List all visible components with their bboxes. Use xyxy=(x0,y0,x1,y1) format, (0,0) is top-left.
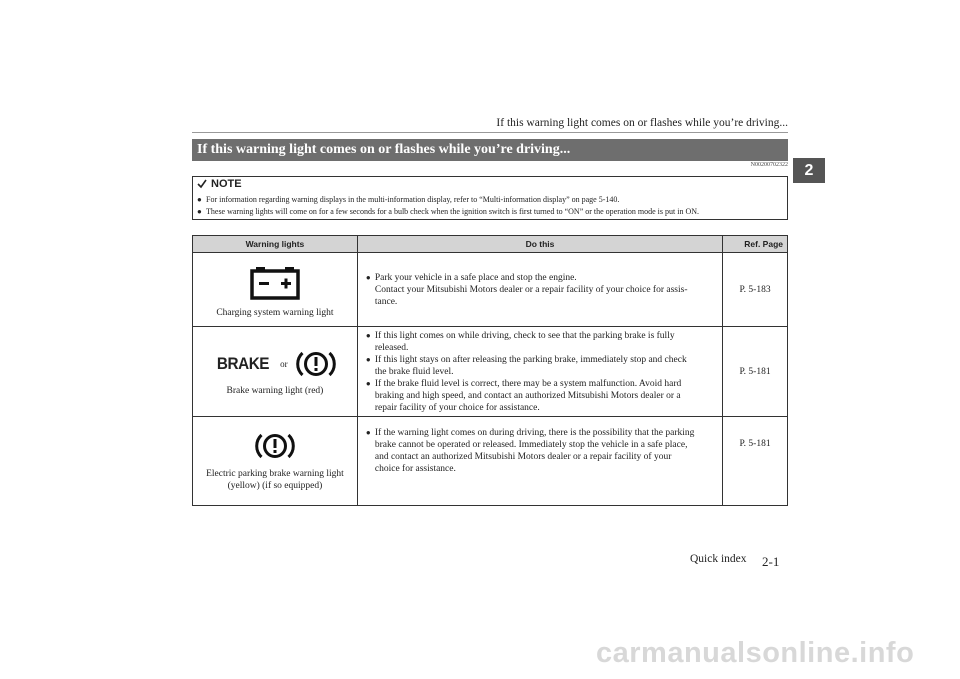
action-text-line: Park your vehicle in a safe place and stop the engine. xyxy=(374,272,577,283)
electric-parking-brake-icon xyxy=(255,430,295,462)
warning-light-cell xyxy=(193,417,358,506)
warning-light-name: Charging system warning light xyxy=(216,307,334,318)
note-item-text: For information regarding warning displays in the multi-information display, refer to “Multi-information display” on page 5-140. xyxy=(206,195,620,204)
note-label: NOTE xyxy=(211,178,242,190)
doc-code: N00200702322 xyxy=(750,162,788,168)
action-item xyxy=(366,354,712,378)
warning-lights-table xyxy=(192,235,788,506)
action-text-line: If this light comes on while driving, check to see that the parking brake is fully xyxy=(374,330,675,341)
brake-warning-icon xyxy=(296,348,336,380)
bullet-icon: ● xyxy=(365,378,371,388)
warning-light-name: Brake warning light (red) xyxy=(226,385,324,396)
table-row xyxy=(193,253,788,327)
page-number: 2-1 xyxy=(762,554,780,569)
battery-icon xyxy=(249,265,301,301)
action-item xyxy=(366,427,712,475)
table-row xyxy=(193,327,788,417)
watermark: carmanualsonline.info xyxy=(596,637,915,669)
column-header-do-this: Do this xyxy=(357,236,722,253)
note-item xyxy=(197,195,619,204)
bullet-icon: ● xyxy=(197,207,202,216)
section-label: Quick index xyxy=(690,553,747,565)
checkmark-icon xyxy=(197,179,207,189)
note-item xyxy=(197,207,699,216)
action-text-line: repair facility of your choice for assistance. xyxy=(374,402,540,413)
warning-light-name: (yellow) (if so equipped) xyxy=(227,481,323,491)
action-item xyxy=(366,272,712,308)
column-header-warning-lights: Warning lights xyxy=(193,236,358,253)
warning-light-symbols xyxy=(193,347,357,381)
bullet-icon: ● xyxy=(365,428,371,437)
header-rule xyxy=(192,132,788,133)
bullet-icon: ● xyxy=(197,195,202,204)
action-text-line: the brake fluid level. xyxy=(374,366,454,377)
ref-page-cell: P. 5-181 xyxy=(723,327,788,417)
note-item-text: These warning lights will come on for a few seconds for a bulb check when the ignition switch is first turned to “ON” or the operation mode is put in ON. xyxy=(206,207,699,216)
action-text-line: If the warning light comes on during driving, there is the possibility that the parking xyxy=(374,428,695,438)
action-cell xyxy=(357,327,722,417)
table-header-row xyxy=(193,236,788,253)
action-text-line: If the brake fluid level is correct, there may be a system malfunction. Avoid hard xyxy=(374,378,682,389)
chapter-tab[interactable]: 2 xyxy=(793,158,825,183)
action-text-line: brake cannot be operated or released. Immediately stop the vehicle in a safe place, xyxy=(374,440,688,450)
action-text-line: If this light stays on after releasing the parking brake, immediately stop and check xyxy=(374,354,687,365)
note-header xyxy=(197,177,242,191)
warning-light-cell xyxy=(193,253,358,327)
action-cell xyxy=(357,253,722,327)
table-row xyxy=(193,417,788,506)
action-item xyxy=(366,378,712,414)
action-text-line: braking and high speed, and contact an authorized Mitsubishi Motors dealer or a xyxy=(374,390,681,401)
action-text-line: and contact an authorized Mitsubishi Motors dealer or a repair facility of your xyxy=(374,452,672,462)
bullet-icon: ● xyxy=(365,354,371,364)
running-header: If this warning light comes on or flashes while you’re driving... xyxy=(496,117,788,129)
warning-light-cell xyxy=(193,327,358,417)
or-text: or xyxy=(280,358,288,369)
bullet-icon: ● xyxy=(365,272,371,282)
action-text-line: released. xyxy=(374,342,409,353)
warning-light-name: Electric parking brake warning light xyxy=(206,469,344,479)
action-text-line: choice for assistance. xyxy=(374,464,456,474)
action-text-line: Contact your Mitsubishi Motors dealer or a repair facility of your choice for assis- xyxy=(374,284,688,295)
action-text-line: tance. xyxy=(374,296,398,307)
ref-page-cell: P. 5-183 xyxy=(723,253,788,327)
bullet-icon: ● xyxy=(365,330,371,340)
brake-text-icon: BRAKE xyxy=(217,353,270,373)
action-cell xyxy=(357,417,722,506)
ref-page-cell: P. 5-181 xyxy=(723,417,788,506)
section-title: If this warning light comes on or flashes while you’re driving... xyxy=(192,139,788,161)
action-item xyxy=(366,330,712,354)
column-header-ref-page: Ref. Page xyxy=(723,236,788,253)
